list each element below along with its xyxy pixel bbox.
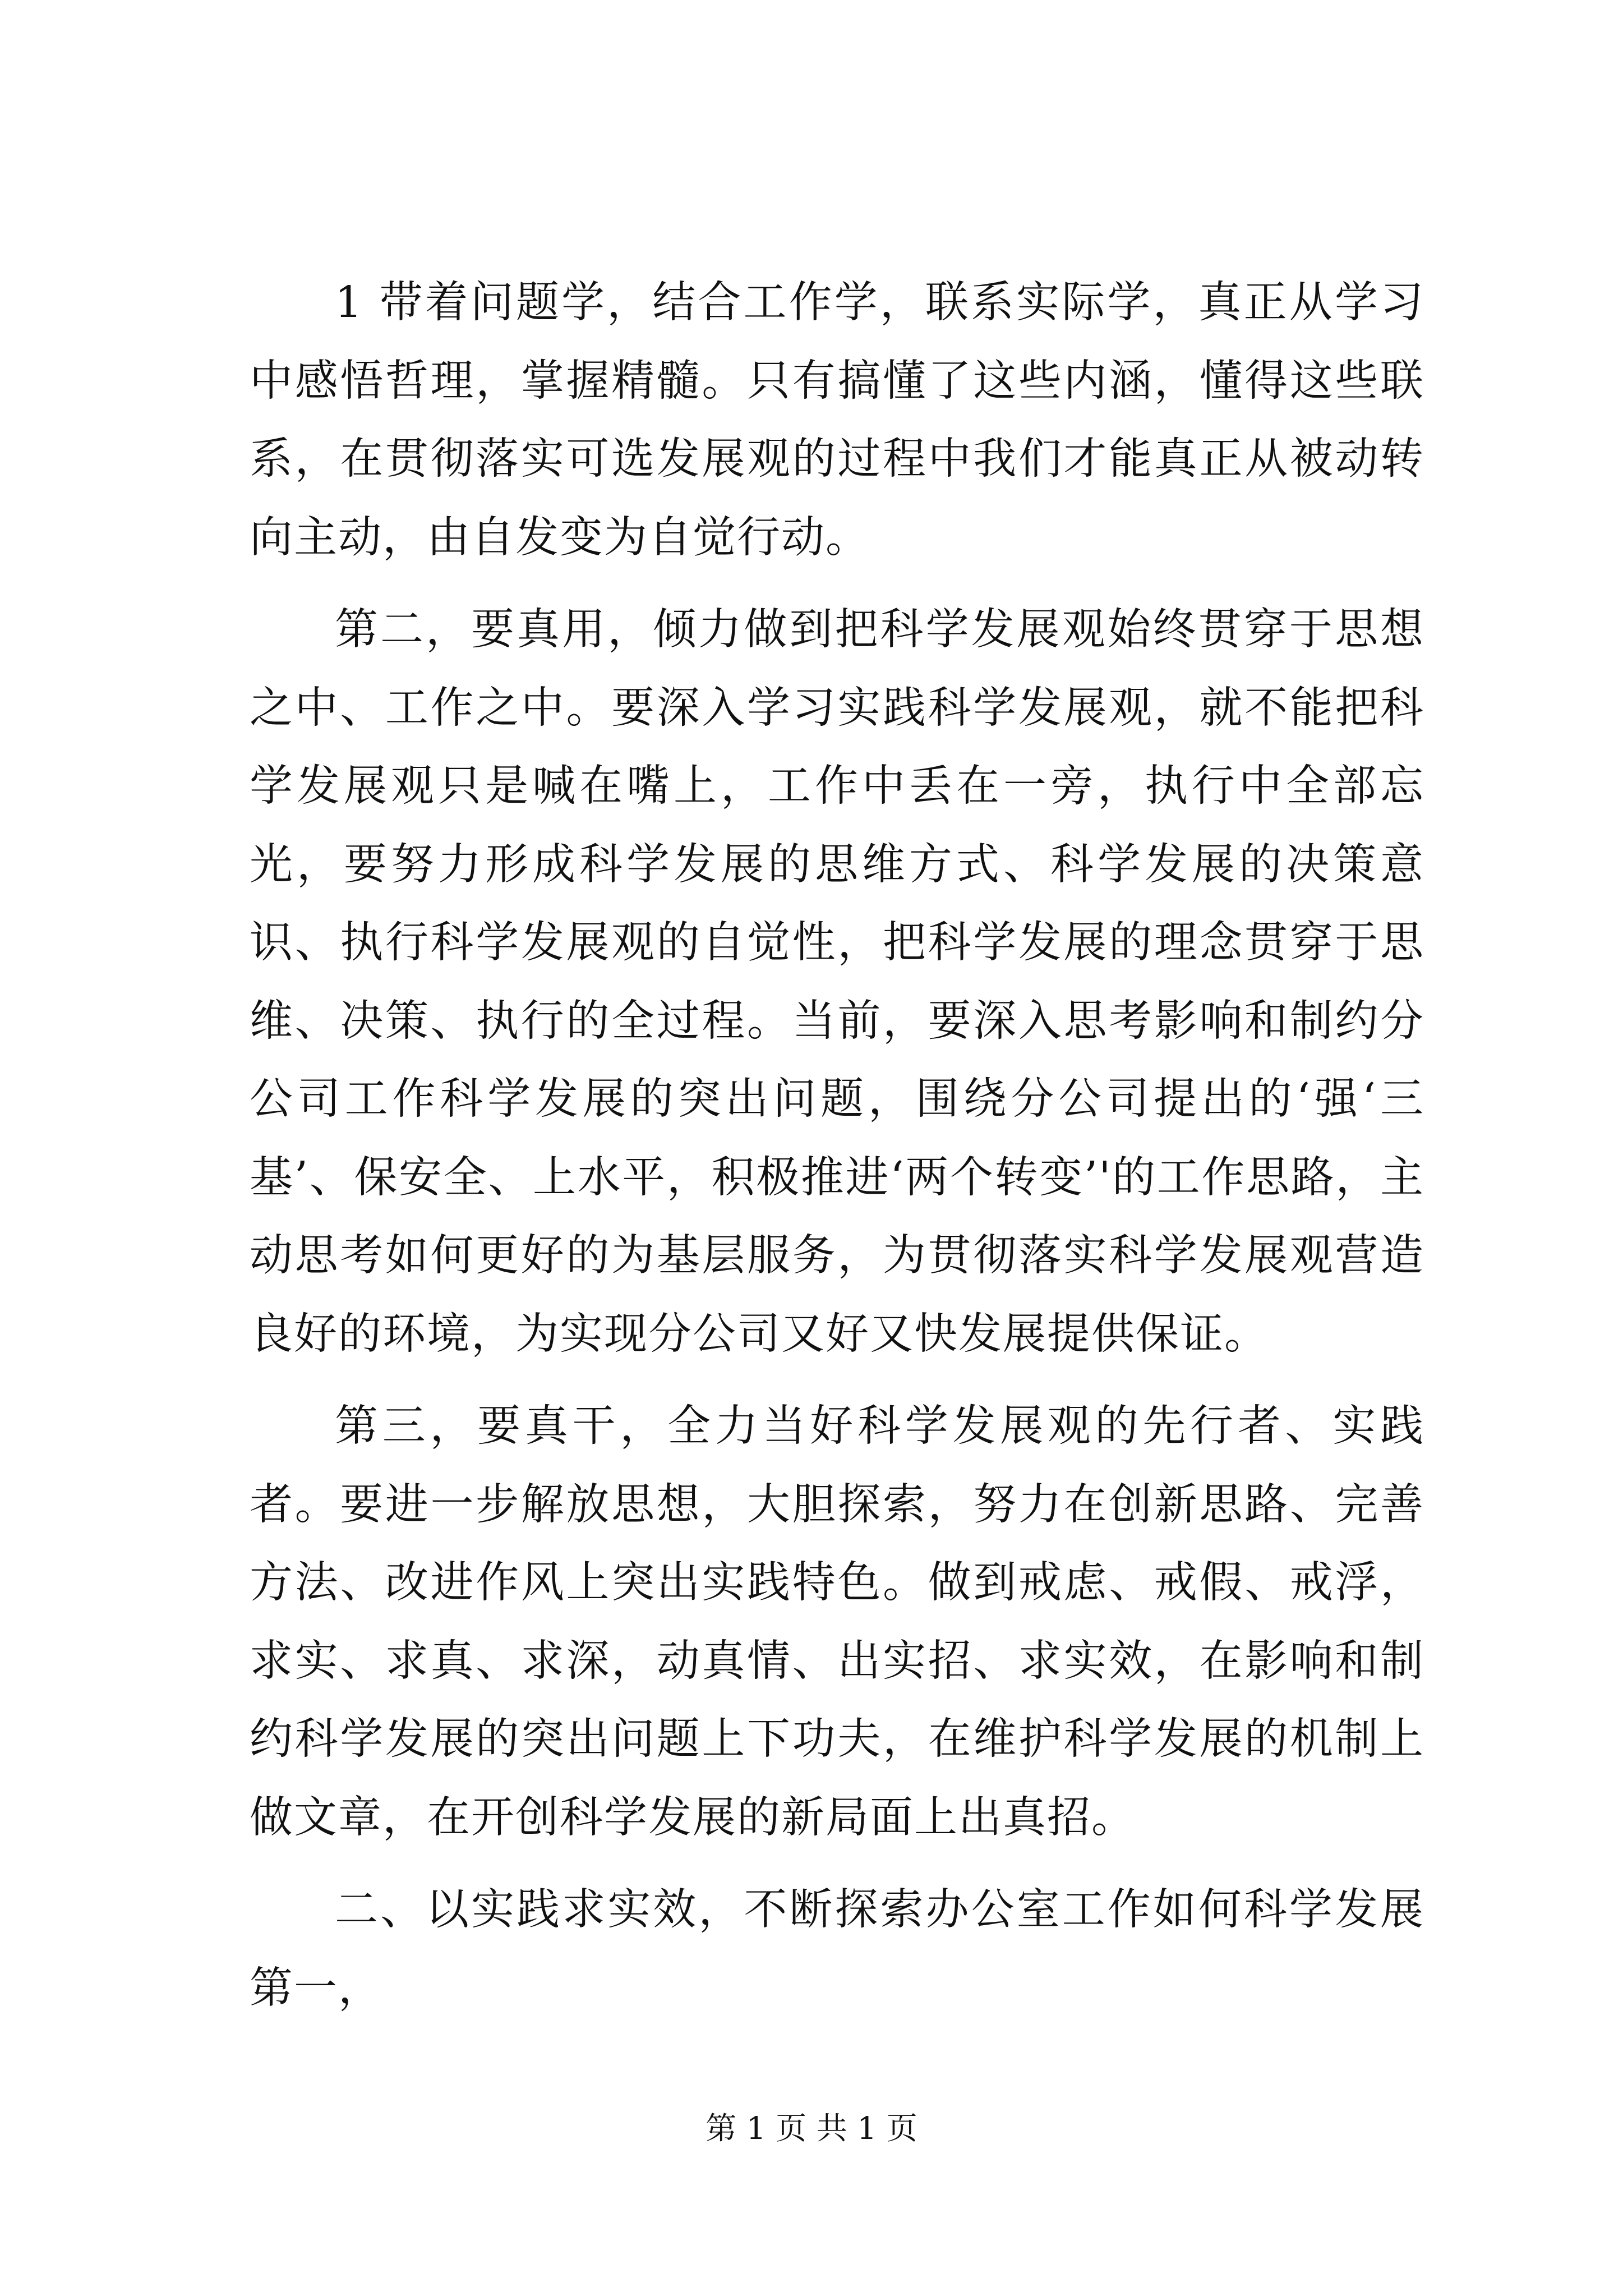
paragraph-3: 第三，要真干，全力当好科学发展观的先行者、实践者。要进一步解放思想，大胆探索，努力在创新思路、完善方法、改进作风上突出实践特色。做到戒虑、戒假、戒浮，求实、求真、求深，动真情、出实招、求实效，在影响和制约科学发展的突出问题上下功夫，在维护科学发展的机制上做文章，在开创科学发展的新局面上出真招。 (250, 1401, 1424, 1843)
paragraph-4: 二、以实践求实效，不断探索办公室工作如何科学发展第一， (250, 1885, 1424, 2013)
paragraph-1: 1 带着问题学，结合工作学，联系实际学，真正从学习中感悟哲理，掌握精髓。只有搞懂了这些内涵，懂得这些联系，在贯彻落实可选发展观的过程中我们才能真正从被动转向主动，由自发变为自觉行动。 (250, 278, 1424, 563)
document-body (250, 264, 1424, 2041)
page-footer: 第 1 页 共 1 页 (706, 2110, 917, 2146)
paragraph-2: 第二，要真用，倾力做到把科学发展观始终贯穿于思想之中、工作之中。要深入学习实践科学发展观，就不能把科学发展观只是喊在嘴上，工作中丢在一旁，执行中全部忘光，要努力形成科学发展的思维方式、科学发展的决策意识、执行科学发展观的自觉性，把科学发展的理念贯穿于思维、决策、执行的全过程。当前，要深入思考影响和制约分公司工作科学发展的突出问题，围绕分公司提出的‘强‘三基’、保安全、上水平，积极推进‘两个转变’'的工作思路，主动思考如何更好的为基层服务，为贯彻落实科学发展观营造良好的环境，为实现分公司又好又快发展提供保证。 (250, 605, 1424, 1359)
